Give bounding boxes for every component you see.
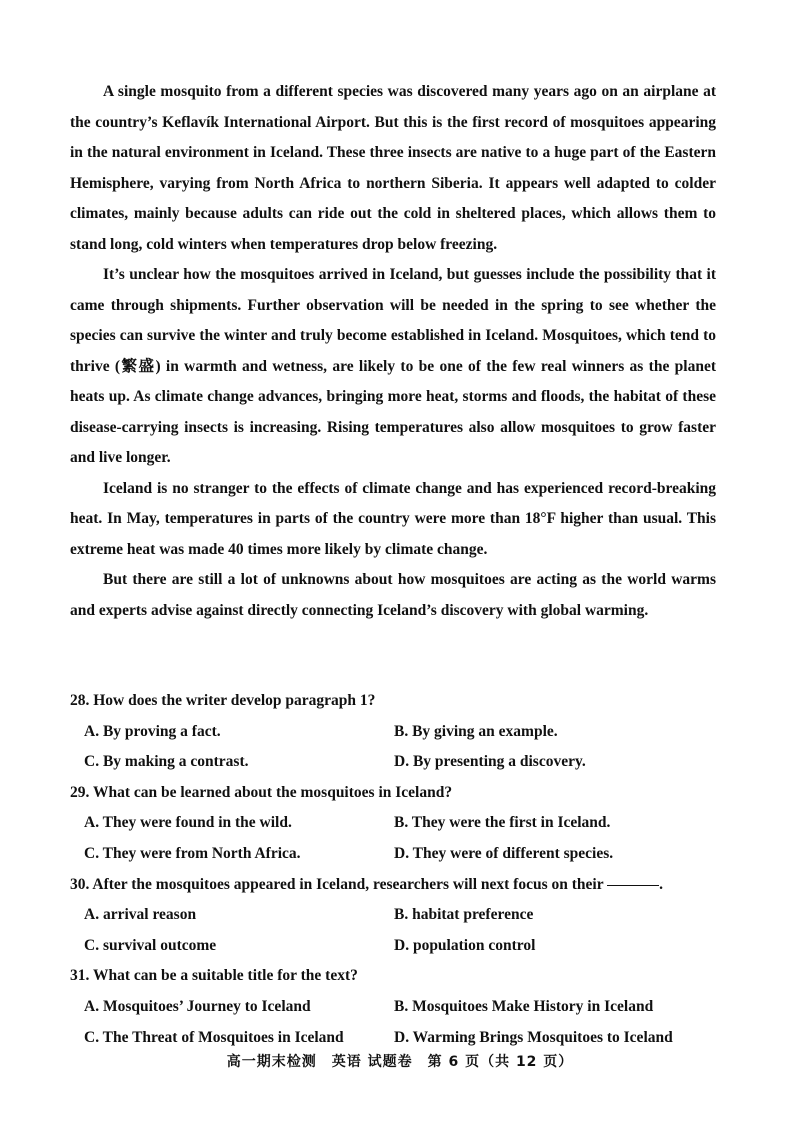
option-d: D. By presenting a discovery. — [394, 753, 586, 771]
question-31 — [70, 961, 720, 1053]
option-a: A. By proving a fact. — [84, 722, 221, 740]
question-stem-line — [70, 870, 720, 901]
option-d: D. They were of different species. — [394, 844, 614, 862]
question-29 — [70, 778, 720, 870]
paragraph-1: A single mosquito from a different species was discovered many years ago on an airplane at the country’s Keflavík International Airport. But this is the first record of mosquitoes appearing in the natural environment in Iceland. These three insects are native to a huge part of the Eastern Hemisphere, varying from North Africa to northern Siberia. It appears well adapted to colder climates, mainly because adults can ride out the cold in sheltered places, which allows them to stand long, cold winters when temperatures drop below freezing. — [70, 83, 716, 253]
question-stem: 28. How does the writer develop paragraph 1? — [70, 692, 376, 709]
paragraph-4: But there are still a lot of unknowns about how mosquitoes are acting as the world warms and experts advise against directly connecting Iceland’s discovery with global warming. — [70, 571, 716, 619]
reading-passage — [70, 77, 716, 626]
option-c: C. survival outcome — [84, 936, 217, 954]
question-stem: 29. What can be learned about the mosquitoes in Iceland? — [70, 783, 453, 801]
paragraph-2: It’s unclear how the mosquitoes arrived in Iceland, but guesses include the possibility that it came through shipments. Further observation will be needed in the spring to see whether the species can survive the winter and truly become established in Iceland. Mosquitoes, which tend to thrive (繁盛) in warmth and wetness, are likely to be one of the few real winners as the planet heats up. As climate change advances, bringing more heat, storms and floods, the habitat of these disease-carrying insects is increasing. Rising temperatures also allow mosquitoes to grow faster and live longer. — [70, 266, 716, 466]
answer-blank — [607, 885, 659, 886]
question-stem: 30. After the mosquitoes appeared in Iceland, researchers will next focus on their — [70, 875, 604, 893]
question-28 — [70, 686, 720, 778]
option-c: C. They were from North Africa. — [84, 844, 301, 862]
page-footer: 高一期末检测 英语 试题卷 第 6 页（共 12 页） — [226, 1054, 574, 1070]
option-d: D. population control — [394, 936, 536, 954]
option-c: C. The Threat of Mosquitoes in Iceland — [84, 1028, 344, 1046]
option-d: D. Warming Brings Mosquitoes to Iceland — [394, 1028, 673, 1046]
question-list — [70, 686, 720, 1053]
option-a: A. arrival reason — [84, 906, 197, 924]
option-c: C. By making a contrast. — [84, 753, 249, 771]
paragraph-3: Iceland is no stranger to the effects of climate change and has experienced record-breaking heat. In May, temperatures in parts of the country were more than 18°F higher than usual. This extreme heat was made 40 times more likely by climate change. — [70, 479, 716, 558]
question-stem: 31. What can be a suitable title for the text? — [70, 967, 358, 985]
option-b: B. By giving an example. — [394, 722, 558, 740]
question-30 — [70, 870, 720, 962]
option-a: A. They were found in the wild. — [84, 814, 292, 832]
question-stem-end: . — [659, 875, 664, 893]
option-b: B. habitat preference — [394, 906, 534, 924]
option-b: B. Mosquitoes Make History in Iceland — [394, 997, 654, 1015]
option-b: B. They were the first in Iceland. — [394, 814, 611, 832]
option-a: A. Mosquitoes’ Journey to Iceland — [84, 997, 311, 1015]
